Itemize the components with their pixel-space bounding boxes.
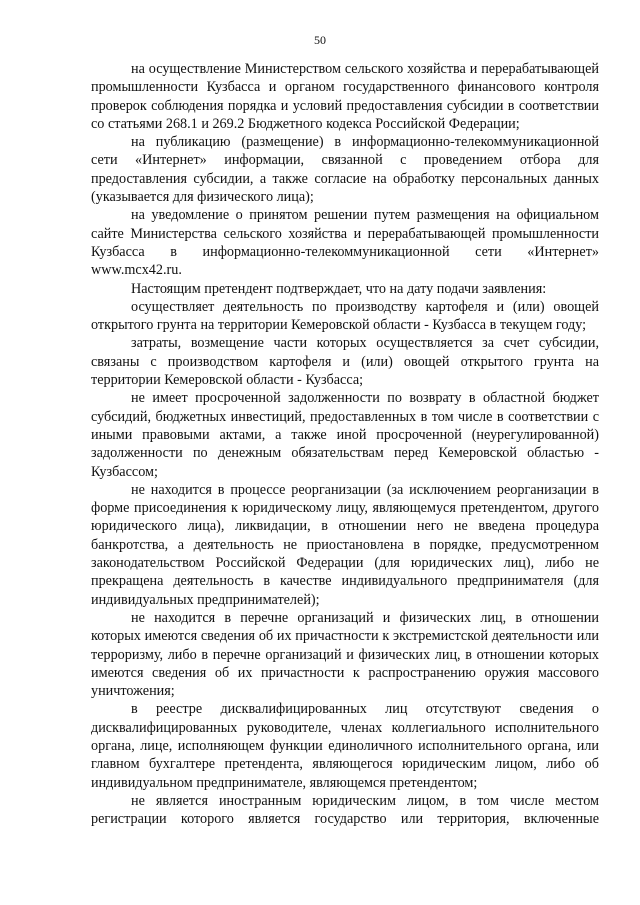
document-body <box>91 60 599 828</box>
paragraph-no-debt: не имеет просроченной задолженности по возврату в областной бюджет субсидий, бюджетных инвестиций, предоставленных в том числе в соответствии с иными правовыми актами, а также иной просроченной (неурегулированной) задолженности по денежным обязательствам перед Кемеровской областью - Кузбассом; <box>91 390 599 480</box>
paragraph-production-activity: осуществляет деятельность по производству картофеля и (или) овощей открытого грунта на территории Кемеровской области - Кузбасса в текущем году; <box>91 298 599 334</box>
paragraph-consent-publication: на публикацию (размещение) в информационно-телекоммуникационной сети «Интернет» информации, связанной с проведением отбора для предоставления субсидии, а также согласие на обработку персональных данных (указывается для физического лица); <box>91 134 599 206</box>
paragraph-disqualified-registry: в реестре дисквалифицированных лиц отсутствуют сведения о дисквалифицированных руководителе, членах коллегиального исполнительного органа, лице, исполняющем функции единоличного исполнительного органа, или главном бухгалтере претендента, являющегося юридическим лицом, либо об индивидуальном предпринимателе, являющемся претендентом; <box>91 701 599 791</box>
page-number: 50 <box>314 33 326 47</box>
paragraph-consent-notification: на уведомление о принятом решении путем размещения на официальном сайте Министерства сельского хозяйства и перерабатывающей промышленности Кузбасса в информационно-телекоммуникационной сети «Интернет» www.mcx42.ru. <box>91 207 599 279</box>
paragraph-confirmation-intro: Настоящим претендент подтверждает, что на дату подачи заявления: <box>131 280 547 297</box>
paragraph-no-extremism: не находится в перечне организаций и физических лиц, в отношении которых имеются сведения об их причастности к экстремистской деятельности или терроризму, либо в перечне организаций и физических лиц, в отношении которых имеются сведения об их причастности к распространению оружия массового уничтожения; <box>91 609 599 700</box>
paragraph-no-reorganization: не находится в процессе реорганизации (за исключением реорганизации в форме присоединения к юридическому лицу, являющемуся претендентом, другого юридического лица), ликвидации, в отношении него не введена процедура банкротства, а деятельность не приостановлена в порядке, предусмотренном законодательством Российской Федерации (для юридических лиц), либо не прекращена деятельность в качестве индивидуального предпринимателя (для индивидуальных предпринимателей); <box>91 481 599 608</box>
paragraph-costs: затраты, возмещение части которых осуществляется за счет субсидии, связаны с производством картофеля и (или) овощей открытого грунта на территории Кемеровской области - Кузбасса; <box>91 335 599 389</box>
paragraph-consent-inspection: на осуществление Министерством сельского хозяйства и перерабатывающей промышленности Кузбасса и органом государственного финансового контроля проверок соблюдения порядка и условий предоставления субсидии в соответствии со статьями 268.1 и 269.2 Бюджетного кодекса Российской Федерации; <box>91 61 599 132</box>
paragraph-not-foreign-entity: не является иностранным юридическим лицом, в том числе местом регистрации которого является государство или территория, включенные <box>91 792 599 828</box>
